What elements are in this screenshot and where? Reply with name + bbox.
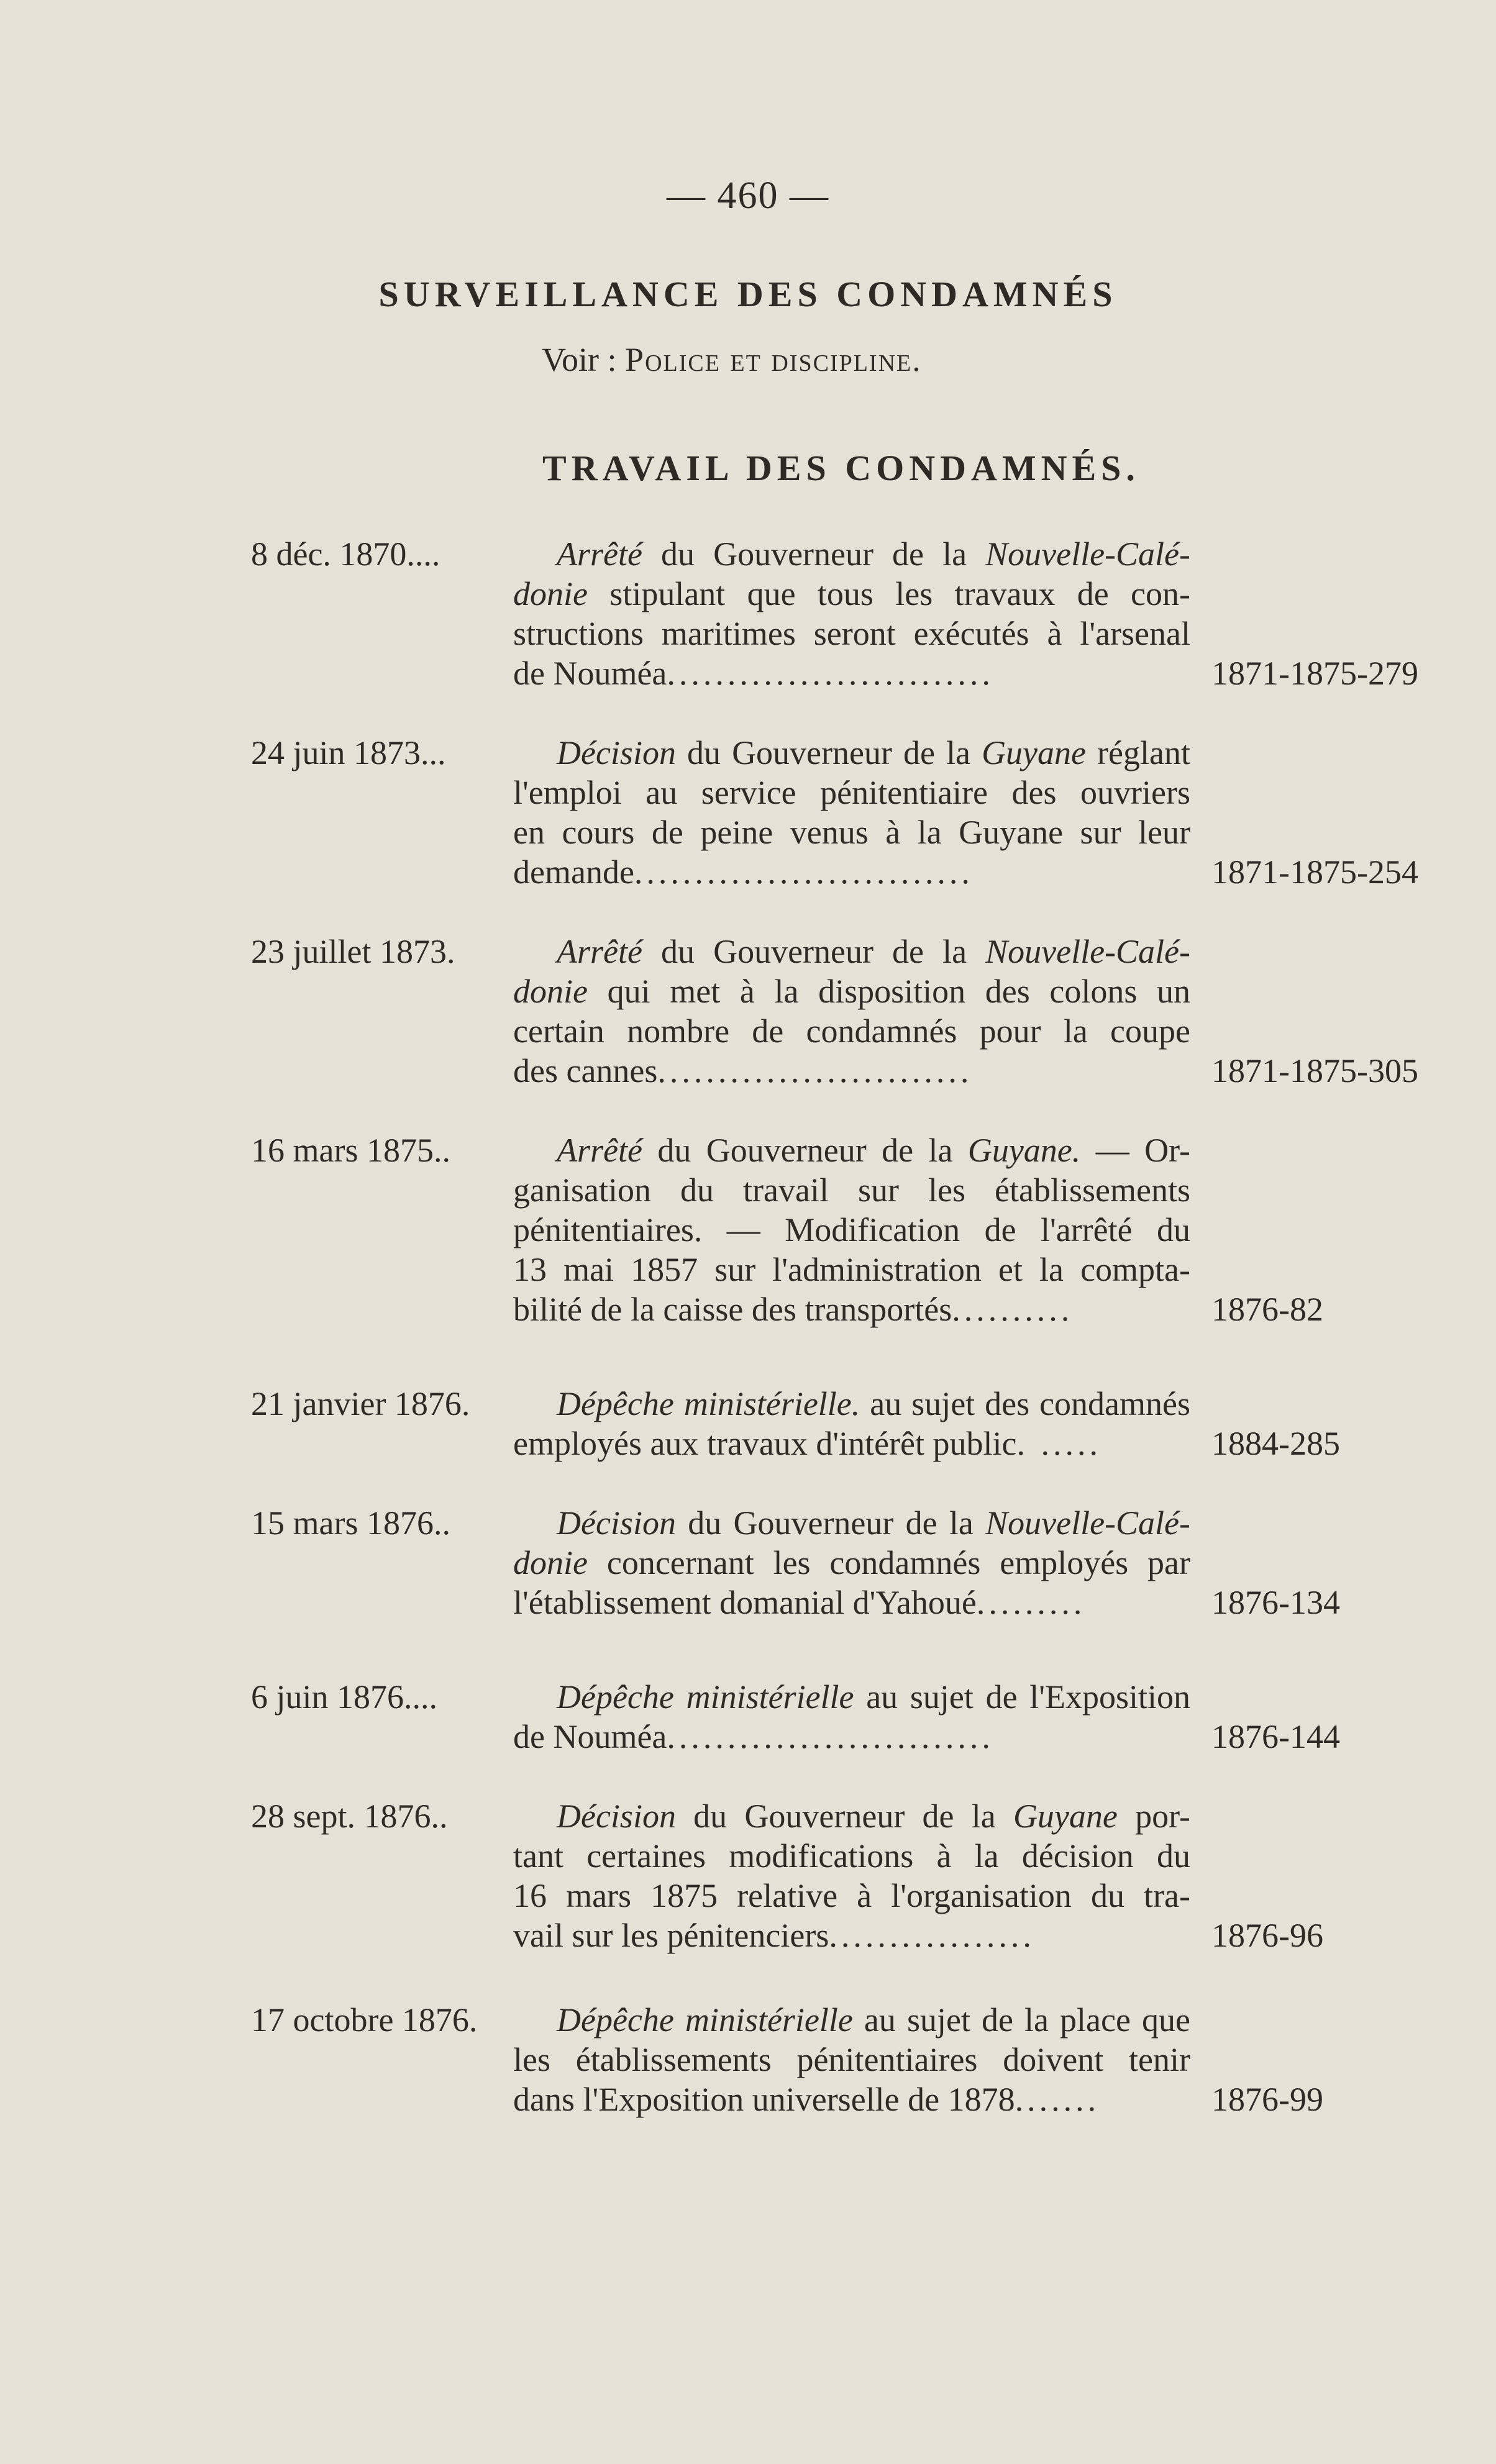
entry-line: de Nouméa........................... (513, 1718, 994, 1755)
cross-reference (542, 340, 922, 379)
entry-date: 8 déc. 1870.... (251, 535, 440, 573)
place-name: donie (513, 575, 588, 612)
act-type: Décision (557, 1504, 676, 1542)
dot-leader: ....... (1015, 2081, 1100, 2118)
entry-line: l'emploi au service pénitentiaire des ouvriers (513, 774, 1190, 811)
entry-line: Arrêté du Gouverneur de la Nouvelle-Calé- (557, 535, 1190, 573)
dot-leader: .......... (952, 1291, 1074, 1328)
entry-line: Décision du Gouverneur de la Guyane por- (557, 1798, 1190, 1835)
act-type: Arrêté (557, 933, 642, 970)
see-label: Voir : (542, 341, 626, 378)
entry-line: 16 mars 1875 relative à l'organisation du tra- (513, 1877, 1190, 1914)
entry-line: employés aux travaux d'intérêt public. ..... (513, 1425, 1101, 1462)
entry-line: en cours de peine venus à la Guyane sur leur (513, 814, 1190, 851)
act-type: Arrêté (557, 1132, 642, 1169)
entry-line: donie stipulant que tous les travaux de con- (513, 575, 1190, 612)
place-name: donie (513, 973, 588, 1010)
entry-line: l'établissement domanial d'Yahoué......... (513, 1584, 1086, 1621)
place-name: Guyane. (967, 1132, 1081, 1169)
entry-line: de Nouméa........................... (513, 655, 994, 692)
entry-text (513, 534, 1190, 693)
entry-line: Dépêche ministérielle au sujet de la place que (557, 2001, 1190, 2039)
entry-reference: 1876-144 (1211, 1718, 1340, 1755)
entry-date: 6 juin 1876.... (251, 1678, 438, 1716)
entry-line: demande............................ (513, 853, 974, 891)
entry-text (513, 733, 1190, 892)
place-name: Guyane (1013, 1798, 1118, 1835)
entry-reference: 1884-285 (1211, 1425, 1340, 1462)
act-type: Dépêche ministérielle. (557, 1385, 860, 1422)
entry-line: structions maritimes seront exécutés à l'arsenal (513, 615, 1190, 652)
entry-date: 21 janvier 1876. (251, 1385, 470, 1422)
act-type: Dépêche ministérielle (557, 2001, 853, 2039)
entry-text (513, 1677, 1190, 1757)
act-type: Dépêche ministérielle (557, 1678, 854, 1716)
entry-text (513, 1796, 1190, 1955)
entry-line: Arrêté du Gouverneur de la Guyane. — Or- (557, 1132, 1190, 1169)
entry-line: les établissements pénitentiaires doivent tenir (513, 2041, 1190, 2078)
section-title-surveillance: SURVEILLANCE DES CONDAMNÉS (378, 274, 1118, 314)
entry-line: Arrêté du Gouverneur de la Nouvelle-Calé- (557, 933, 1190, 970)
entry-line: Dépêche ministérielle au sujet de l'Exposition (557, 1678, 1190, 1716)
entry-reference: 1871-1875-254 (1211, 853, 1418, 891)
entry-date: 28 sept. 1876.. (251, 1798, 448, 1835)
place-name: Nouvelle-Calé- (985, 535, 1190, 573)
entry-text (513, 1503, 1190, 1622)
dot-leader: .......................... (657, 1052, 973, 1089)
entry-line: vail sur les pénitenciers................. (513, 1917, 1035, 1954)
entry-line: Décision du Gouverneur de la Nouvelle-Calé- (557, 1504, 1190, 1542)
entry-date: 16 mars 1875.. (251, 1132, 450, 1169)
entry-line: tant certaines modifications à la décision du (513, 1837, 1190, 1875)
place-name: Nouvelle-Calé- (985, 933, 1190, 970)
entry-reference: 1871-1875-305 (1211, 1052, 1418, 1089)
dot-leader: ........................... (667, 655, 994, 692)
dot-leader: ......... (976, 1584, 1086, 1621)
entry-reference: 1876-134 (1211, 1584, 1340, 1621)
entry-reference: 1876-82 (1211, 1291, 1323, 1328)
entry-reference: 1876-96 (1211, 1917, 1323, 1954)
place-name: Nouvelle-Calé- (985, 1504, 1190, 1542)
entry-line: pénitentiaires. — Modification de l'arrêté du (513, 1211, 1190, 1248)
act-type: Décision (557, 734, 676, 771)
entry-line: Dépêche ministérielle. au sujet des condamnés (557, 1385, 1190, 1422)
entry-line: 13 mai 1857 sur l'administration et la compta- (513, 1251, 1190, 1288)
entry-line: ganisation du travail sur les établissements (513, 1171, 1190, 1209)
entry-line: dans l'Exposition universelle de 1878....... (513, 2081, 1100, 2118)
act-type: Arrêté (557, 535, 642, 573)
place-name: donie (513, 1544, 588, 1581)
entry-line: donie qui met à la disposition des colons un (513, 973, 1190, 1010)
entry-line: des cannes.......................... (513, 1052, 973, 1089)
act-type: Décision (557, 1798, 676, 1835)
dot-leader: ................. (829, 1917, 1035, 1954)
entry-date: 23 juillet 1873. (251, 933, 455, 970)
entry-reference: 1871-1875-279 (1211, 655, 1418, 692)
entry-date: 17 octobre 1876. (251, 2001, 478, 2039)
dot-leader: ............................ (634, 853, 974, 891)
entry-line: certain nombre de condamnés pour la coupe (513, 1012, 1190, 1050)
dot-leader: ........................... (667, 1718, 994, 1755)
entry-text (513, 1384, 1190, 1463)
entry-text (513, 932, 1190, 1091)
page-number: — 460 — (667, 175, 829, 217)
entry-text (513, 2000, 1190, 2119)
entry-date: 24 juin 1873... (251, 734, 446, 771)
entry-line: bilité de la caisse des transportés.......... (513, 1291, 1074, 1328)
entry-reference: 1876-99 (1211, 2081, 1323, 2118)
entry-text (513, 1130, 1190, 1329)
entry-date: 15 mars 1876.. (251, 1504, 450, 1542)
section-title-travail: TRAVAIL DES CONDAMNÉS. (542, 448, 1140, 488)
entry-line: donie concernant les condamnés employés par (513, 1544, 1190, 1581)
entry-line: Décision du Gouverneur de la Guyane réglant (557, 734, 1190, 771)
place-name: Guyane (982, 734, 1086, 771)
dot-leader: . ..... (1016, 1425, 1101, 1462)
see-target: Police et discipline. (625, 341, 922, 378)
